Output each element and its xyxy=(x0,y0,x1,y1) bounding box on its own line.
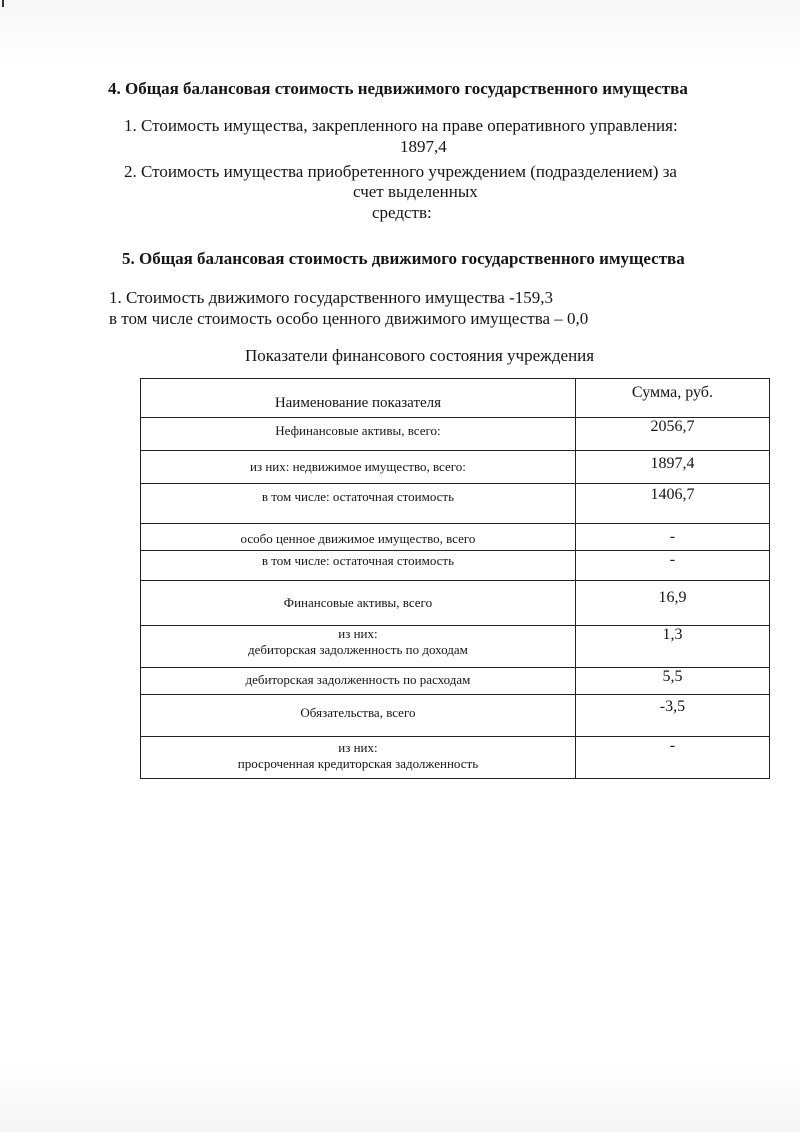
financial-indicators-table xyxy=(140,378,770,779)
table-row xyxy=(141,484,770,524)
row-name: в том числе: остаточная стоимость xyxy=(261,489,455,504)
row-value: - xyxy=(575,737,769,779)
row-value: -3,5 xyxy=(575,695,769,737)
table-header-row xyxy=(141,379,770,418)
row-name-cell xyxy=(141,668,576,695)
row-name: из них: недвижимое имущество, всего: xyxy=(249,459,466,474)
section-5-item-2: в том числе стоимость особо ценного движимого имущества – 0,0 xyxy=(109,309,589,328)
section-5-title: 5. Общая балансовая стоимость движимого государственного имущества xyxy=(122,249,685,268)
row-value: 1406,7 xyxy=(575,484,769,524)
scan-corner-mark xyxy=(2,0,4,7)
row-name-cell xyxy=(141,418,576,451)
section-5-item-1: 1. Стоимость движимого государственного имущества -159,3 xyxy=(109,288,554,307)
section-4-item-1-label: 1. Стоимость имущества, закрепленного на праве оперативного управления: xyxy=(124,116,678,135)
table-row xyxy=(141,581,770,626)
row-name: Финансовые активы, всего xyxy=(283,595,433,610)
table-row xyxy=(141,551,770,581)
table-row xyxy=(141,451,770,484)
row-name-cell xyxy=(141,484,576,524)
row-value: - xyxy=(575,551,769,581)
row-value: 5,5 xyxy=(575,668,769,695)
section-4-item-2-line-3: средств: xyxy=(372,203,432,222)
header-indicator-name: Наименование показателя xyxy=(141,379,576,418)
row-name-cell xyxy=(141,451,576,484)
row-value: - xyxy=(575,524,769,551)
table-caption: Показатели финансового состояния учреждения xyxy=(245,346,595,365)
row-name-cell xyxy=(141,581,576,626)
header-amount: Сумма, руб. xyxy=(575,379,769,418)
table-row xyxy=(141,524,770,551)
table-row xyxy=(141,737,770,779)
row-value: 2056,7 xyxy=(575,418,769,451)
table-row xyxy=(141,418,770,451)
row-name-line-2: просроченная кредиторская задолженность xyxy=(237,756,479,771)
table-row xyxy=(141,668,770,695)
row-name-line-1: из них: xyxy=(338,740,378,755)
section-4-title: 4. Общая балансовая стоимость недвижимого государственного имущества xyxy=(108,79,688,98)
row-name-cell xyxy=(141,551,576,581)
table-row xyxy=(141,695,770,737)
row-name: особо ценное движимое имущество, всего xyxy=(240,531,476,546)
row-name: в том числе: остаточная стоимость xyxy=(261,553,455,568)
row-value: 16,9 xyxy=(575,581,769,626)
section-4-item-2-line-2: счет выделенных xyxy=(353,182,478,201)
row-name: Нефинансовые активы, всего: xyxy=(275,423,441,438)
row-name-cell xyxy=(141,737,576,779)
row-name: дебиторская задолженность по расходам xyxy=(245,672,471,687)
row-name: Обязательства, всего xyxy=(300,705,416,720)
section-4-item-1-value: 1897,4 xyxy=(400,137,447,156)
row-value: 1,3 xyxy=(575,626,769,668)
row-name-cell xyxy=(141,695,576,737)
row-name-line-1: из них: xyxy=(338,626,378,641)
row-value: 1897,4 xyxy=(575,451,769,484)
row-name-cell xyxy=(141,524,576,551)
row-name-cell xyxy=(141,626,576,668)
section-4-item-2-line-1: 2. Стоимость имущества приобретенного учреждением (подразделением) за xyxy=(124,162,677,181)
table-row xyxy=(141,626,770,668)
row-name-line-2: дебиторская задолженность по доходам xyxy=(248,642,468,657)
